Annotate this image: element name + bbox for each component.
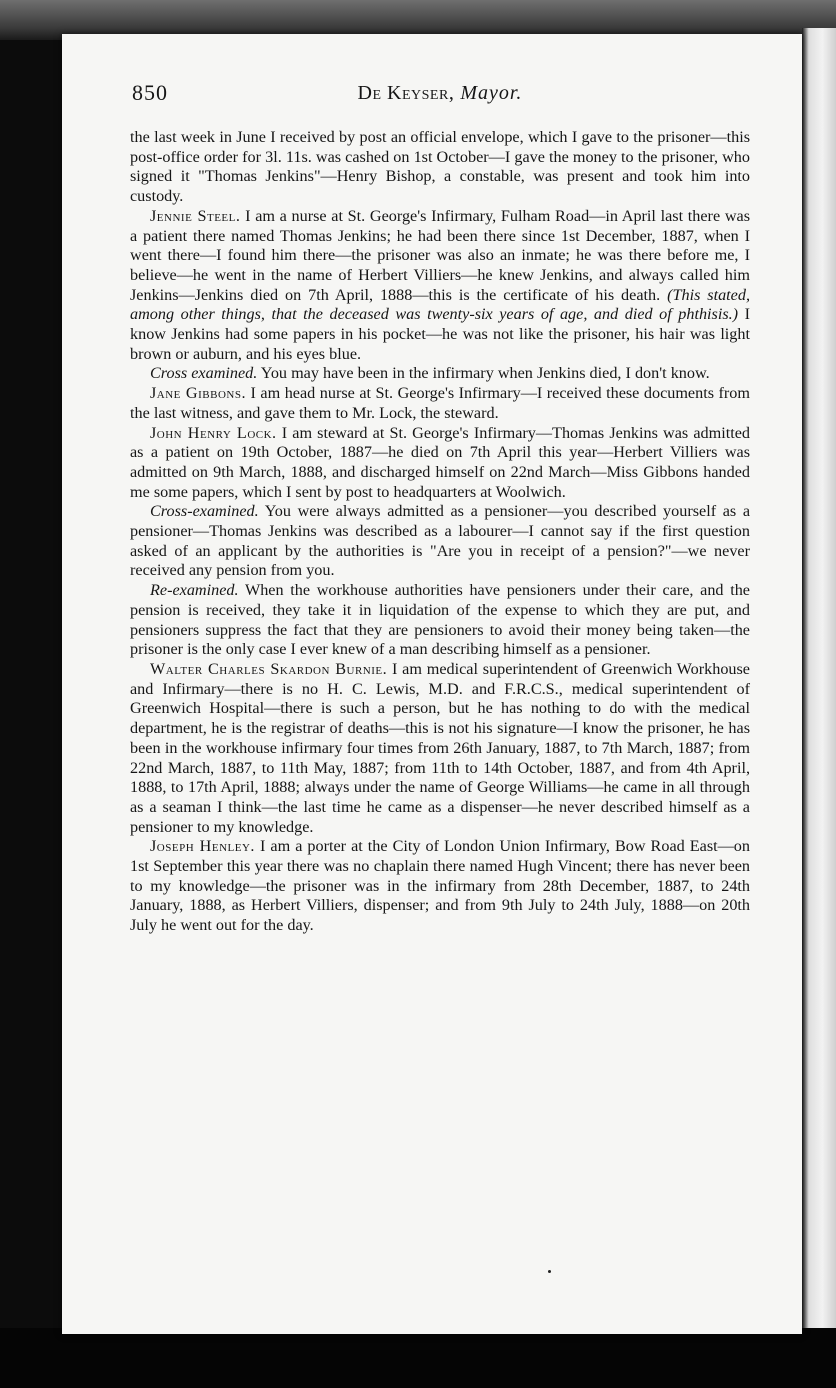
testimony-text: I am medical superintendent of Greenwich Workhouse and Infirmary—there is no H. C. Lewis, M.D. and F.R.C.S., medical superintendent of Greenwich Hospital—there is such a person, but he has nothing to do with the medical department, he is the registrar of deaths—this is not his signature—I know the prisoner, he has been in the workhouse infirmary four times from 26th January, 1887, to 7th March, 1887; from 22nd March, 1887, to 11th May, 1887; from 11th to 14th October, 1887, and from 4th April, 1888, to 17th April, 1888; always under the name of George Williams—he came in all through as a seaman I think—the last time he came as a dispenser—he never described himself as a pensioner to my knowledge. [130,659,750,836]
re-examination [130,581,750,660]
testimony-joseph-henley [130,837,750,936]
page-header [130,80,750,120]
examination-label: Cross examined. [150,364,258,383]
testimony-text: When the workhouse authorities have pensioners under their care, and the pension is received, they take it in liquidation of the expense to which they are put, and pensioners suppress the fact that they are pensioners to avoid their money being taken—the prisoner is the only case I ever knew of a man describing himself as a pensioner. [130,581,750,659]
speaker-name: Joseph Henley. [150,837,255,856]
body-text [130,128,750,936]
cross-examination [130,502,750,581]
examination-label: Re-examined. [150,581,239,600]
book-edge [802,28,836,1348]
testimony-john-henry-lock [130,424,750,503]
running-head [130,82,750,105]
page-content [130,80,750,936]
testimony-jennie-steel [130,207,750,365]
scan-bottom-shadow [0,1328,836,1388]
testimony-text: I am steward at St. George's Infirmary—Thomas Jenkins was admitted as a patient on 19th October, 1887—he died on 7th April this year—Herbert Villiers was admitted on 9th March, 1888, and discharged himself on 22nd March—Miss Gibbons handed me some papers, which I sent by post to headquarters at Woolwich. [130,423,750,501]
speaker-name: John Henry Lock. [150,423,277,442]
running-head-title: Mayor. [460,82,523,104]
testimony-text: I know Jenkins had some papers in his pocket—he was not like the prisoner, his hair was light brown or auburn, and his eyes blue. [130,305,751,363]
testimony-text: You were always admitted as a pensioner—you described yourself as a pensioner—Thomas Jenkins was described as a labourer—I cannot say if the first question asked of an applicant by the authorities is "Are you in receipt of a pension?"—we never received any pension from you. [130,502,750,580]
testimony-text: I am a nurse at St. George's Infirmary, Fulham Road—in April last there was a patient there named Thomas Jenkins; he had been there since 1st December, 1887, when I went there—I found him there—the prisoner was also an inmate; he was there before me, I believe—he went in the name of Herbert Villiers—he knew Jenkins, and always called him Jenkins—Jenkins died on 7th April, 1888—this is the certificate of his death. [130,206,751,304]
testimony-jane-gibbons [130,384,750,423]
examination-label: Cross-examined. [150,502,259,521]
speaker-name: Walter Charles Skardon Burnie. [150,659,388,678]
speaker-name: Jennie Steel. [150,206,241,225]
page-number: 850 [132,80,168,105]
testimony-text: You may have been in the infirmary when Jenkins died, I don't know. [260,364,710,383]
speaker-name: Jane Gibbons. [150,384,246,403]
editorial-note: (This stated, among other things, that the deceased was twenty-six years of age, and died of phthisis.) [130,285,751,324]
running-head-name: De Keyser, [357,82,455,104]
book-page [62,34,802,1334]
testimony-text: I am a porter at the City of London Union Infirmary, Bow Road East—on 1st September this year there was no chaplain there named Hugh Vincent; there has never been to my knowledge—the prisoner was in the infirmary from 28th December, 1887, to 24th January, 1888, as Herbert Villiers, dispenser; and from 9th July to 24th July, 1888—on 20th July he went out for the day. [130,837,750,935]
paragraph-continuation: the last week in June I received by post an official envelope, which I gave to the prisoner—this post-office order for 3l. 11s. was cashed on 1st October—I gave the money to the prisoner, who signed it "Thomas Jenkins"—Henry Bishop, a constable, was present and took him into custody. [130,128,750,206]
cross-examination [130,364,750,384]
ink-speck [548,1270,551,1273]
testimony-text: I am head nurse at St. George's Infirmary—I received these documents from the last witness, and gave them to Mr. Lock, the steward. [130,384,750,422]
testimony-walter-burnie [130,660,750,837]
